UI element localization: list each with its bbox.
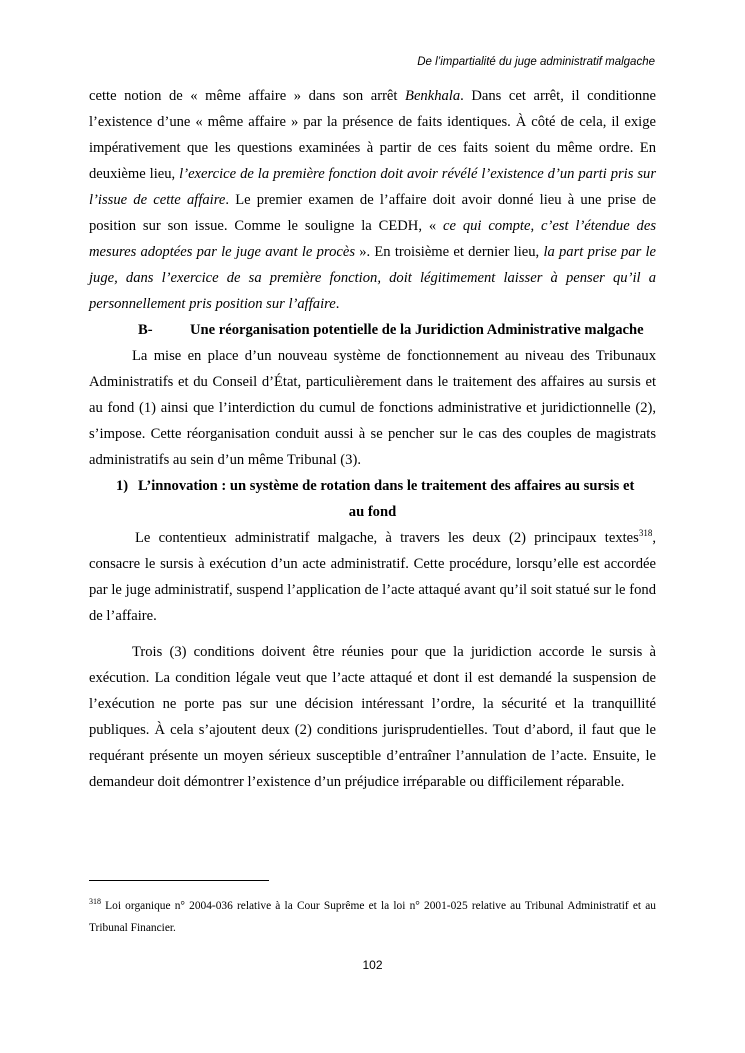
subsection-number: 1): [116, 478, 129, 494]
paragraph-sursis: [89, 525, 656, 629]
text-run: Le contentieux administratif malgache, à travers les deux (2) principaux textes: [135, 530, 639, 546]
text-run: .: [335, 296, 340, 312]
body-text: [89, 83, 656, 795]
footnote-number: 318: [89, 897, 101, 907]
footnote-separator: [89, 880, 269, 881]
case-name: Benkhala: [405, 88, 461, 104]
section-title: Une réorganisation potentielle de la Juridiction Administrative malgache: [190, 322, 644, 338]
footnote-reference[interactable]: 318: [638, 528, 653, 539]
section-heading-b: [89, 317, 656, 343]
text-run: . Dans cet arrêt, il conditionne l’existence d’une « même affaire » par la présence de faits identiques. À côté de cela, il exige impérativement que les questions examinées à partir de ces faits soient du même ordre. En deuxième lieu,: [89, 88, 656, 182]
footnote-text: Loi organique n° 2004-036 relative à la Cour Suprême et la loi n° 2001-025 relative au Tribunal Administratif et au Tribunal Financier.: [89, 900, 656, 934]
text-run: . Le premier examen de l’affaire doit avoir donné lieu à une prise de position sur son issue. Comme le souligne la CEDH, «: [89, 192, 656, 234]
page-number: 102: [362, 958, 383, 972]
paragraph-continuation: [89, 83, 656, 317]
paragraph-conditions: Trois (3) conditions doivent être réunies pour que la juridiction accorde le sursis à exécution. La condition légale veut que l’acte attaqué et dont il est demandé la suspension de l’exécution ne porte pas sur une décision intéressant l’ordre, la sécurité et la tranquillité publiques. À cela s’ajoutent deux (2) conditions jurisprudentielles. Tout d’abord, il faut que le requérant présente un moyen sérieux susceptible d’entraîner l’annulation de l’acte. Ensuite, le demandeur doit démontrer l’existence d’un préjudice irréparable ou difficilement réparable.: [89, 644, 656, 790]
text-run: cette notion de « même affaire » dans son arrêt: [89, 88, 406, 104]
subsection-title-line2: au fond: [348, 504, 397, 520]
paragraph-intro: La mise en place d’un nouveau système de fonctionnement au niveau des Tribunaux Administratifs et du Conseil d’État, particulièrement dans le traitement des affaires au sursis et au fond (1) ainsi que l’interdiction du cumul de fonctions administrative et juridictionnelle (2), s’impose. Cette réorganisation conduit aussi à se pencher sur le cas des couples de magistrats administratifs au sein d’un même Tribunal (3).: [89, 348, 656, 468]
subsection-title-line1: L’innovation : un système de rotation dans le traitement des affaires au sursis et: [138, 478, 635, 494]
text-run: ». En troisième et dernier lieu,: [355, 244, 544, 260]
section-letter: B-: [138, 322, 153, 338]
footnote: [89, 895, 656, 939]
cedh-quote: ce qui compte, c’est l’étendue des mesures adoptées par le juge avant le procès: [89, 218, 656, 260]
running-header: De l’impartialité du juge administratif malgache: [417, 56, 655, 68]
italic-condition: la part prise par le juge, dans l’exercice de sa première fonction, doit légitimement laisser à penser qu’il a personnellement pris position sur l’affaire: [89, 244, 657, 312]
text-run: , consacre le sursis à exécution d’un acte administratif. Cette procédure, lorsqu’elle est accordée par le juge administratif, suspend l’application de l’acte attaqué avant qu’il soit statué sur le fond de l’affaire.: [89, 530, 656, 624]
subsection-heading-1: [89, 473, 656, 525]
italic-condition: l’exercice de la première fonction doit avoir révélé l’existence d’un parti pris sur l’issue de cette affaire: [89, 166, 657, 208]
